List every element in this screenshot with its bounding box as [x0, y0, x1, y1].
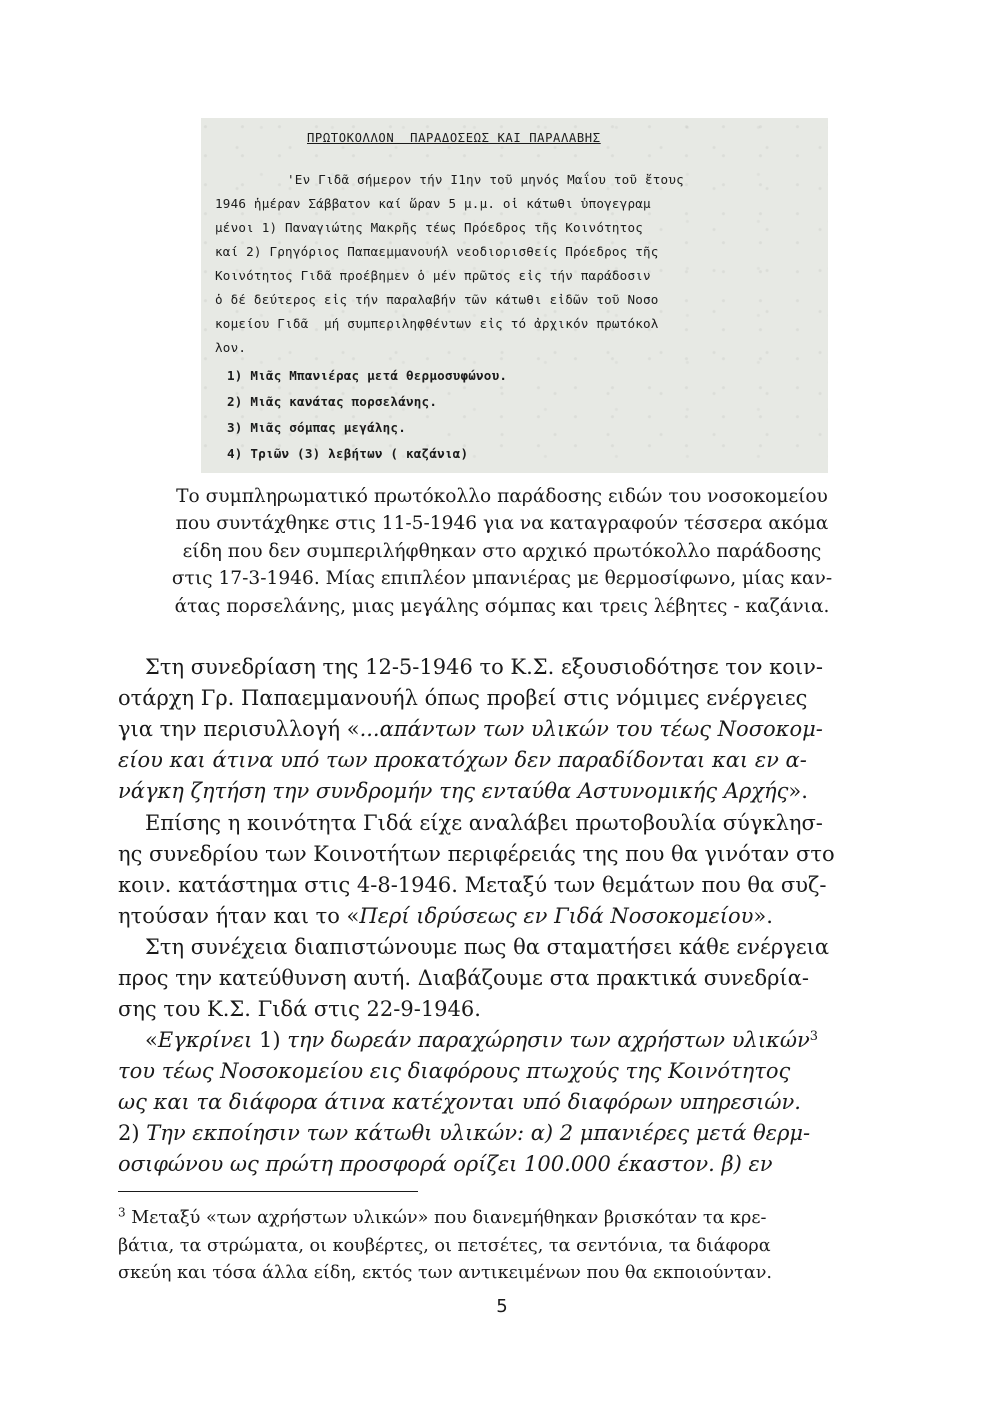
- body-line: κοιν. κατάστημα στις 4-8-1946. Μεταξύ των θεμάτων που θα συζ-: [118, 873, 827, 897]
- footnote-mark: 3: [118, 1205, 126, 1220]
- body-line: Στη συνεδρίαση της 12-5-1946 το Κ.Σ. εξουσιοδότησε τον κοιν-: [145, 655, 823, 679]
- body-line: είου και άτινα υπό των προκατόχων δεν παραδίδονται και εν α-: [118, 748, 807, 772]
- protocol-item: 4) Τριῶν (3) λεβήτων ( καζάνια): [227, 446, 469, 461]
- protocol-item: 1) Μιᾶς Μπανιέρας μετά θερμοσυφώνου.: [227, 368, 508, 383]
- protocol-line: 'Εν Γιδᾶ σήμερον τήν Ι1ην τοῦ μηνός Μαΐου τοῦ ἔτους: [287, 172, 684, 187]
- protocol-line: 1946 ἡμέραν Σάββατον καί ὥραν 5 μ.μ. οἱ κάτωθι ὑπογεγραμ: [215, 196, 651, 211]
- body-line: προς την κατεύθυνση αυτή. Διαβάζουμε στα πρακτικά συνεδρία-: [118, 966, 809, 990]
- protocol-line: Κοινότητος Γιδᾶ προέβημεν ὁ μέν πρῶτος εἰς τήν παράδοσιν: [215, 268, 651, 283]
- footnote-line: βάτια, τα στρώματα, οι κουβέρτες, οι πετσέτες, τα σεντόνια, τα διάφορα: [118, 1236, 771, 1256]
- body-line: για την περισυλλογή «...απάντων των υλικών του τέως Νοσοκομ-: [118, 717, 823, 741]
- body-line: οσιφώνου ως πρώτη προσφορά ορίζει 100.000 έκαστον. β) εν: [118, 1152, 773, 1176]
- body-line: σης του Κ.Σ. Γιδά στις 22-9-1946.: [118, 997, 481, 1021]
- body-line: ης συνεδρίου των Κοινοτήτων περιφέρειάς της που θα γινόταν στο: [118, 842, 835, 866]
- caption-line: άτας πορσελάνης, μιας μεγάλης σόμπας και τρεις λέβητες - καζάνια.: [174, 596, 830, 617]
- footnote-line: σκεύη και τόσα άλλα είδη, εκτός των αντικειμένων που θα εκποιούνταν.: [118, 1263, 773, 1283]
- body-line: Επίσης η κοινότητα Γιδά είχε αναλάβει πρωτοβουλία σύγκλησ-: [145, 811, 823, 835]
- protocol-line: ὁ δέ δεύτερος εἰς τήν παραλαβήν τῶν κάτωθι εἰδῶν τοῦ Νοσο: [215, 292, 659, 307]
- protocol-line: καί 2) Γρηγόριος Παπαεμμανουήλ νεοδιορισθείς Πρόεδρος τῆς: [215, 244, 659, 259]
- body-line: «Εγκρίνει 1) την δωρεάν παραχώρησιν των αχρήστων υλικών$^3$: [145, 1028, 818, 1052]
- body-line: ητούσαν ήταν και το «Περί ιδρύσεως εν Γιδά Νοσοκομείου».: [118, 904, 773, 928]
- caption-line: είδη που δεν συμπεριλήφθηκαν στο αρχικό πρωτόκολλο παράδοσης: [182, 541, 822, 562]
- protocol-item: 3) Μιᾶς σόμπας μεγάλης.: [227, 420, 406, 435]
- scanned-protocol-image: [201, 118, 828, 473]
- body-line: Στη συνέχεια διαπιστώνουμε πως θα σταματήσει κάθε ενέργεια: [145, 935, 830, 959]
- protocol-item: 2) Μιᾶς κανάτας πορσελάνης.: [227, 394, 438, 409]
- footnote-separator: [118, 1191, 418, 1192]
- footnote-reference: 3: [809, 1028, 818, 1044]
- body-line: 2) Την εκποίησιν των κάτωθι υλικών: α) 2 μπανιέρες μετά θερμ-: [118, 1121, 811, 1145]
- body-line: του τέως Νοσοκομείου εις διαφόρους πτωχούς της Κοινότητος: [118, 1059, 791, 1083]
- caption-line: στις 17-3-1946. Μίας επιπλέον μπανιέρας με θερμοσίφωνο, μίας καν-: [171, 568, 833, 589]
- body-line: νάγκη ζητήση την συνδρομήν της ενταύθα Αστυνομικής Αρχής».: [118, 779, 808, 803]
- body-line: οτάρχη Γρ. Παπαεμμανουήλ όπως προβεί στις νόμιμες ενέργειες: [118, 686, 808, 710]
- protocol-title: ΠΡΩΤΟΚΟΛΛΟΝ ΠΑΡΑΔΟΣΕΩΣ ΚΑΙ ΠΑΡΑΛΑΒΗΣ: [307, 131, 601, 145]
- protocol-line: κομείου Γιδᾶ μή συμπεριληφθέντων εἰς τό ἀρχικόν πρωτόκολ: [215, 316, 659, 331]
- body-line: ως και τα διάφορα άτινα κατέχονται υπό διαφόρων υπηρεσιών.: [118, 1090, 801, 1114]
- page-number: 5: [496, 1296, 508, 1317]
- protocol-line: μένοι 1) Παναγιώτης Μακρῆς τέως Πρόεδρος τῆς Κοινότητος: [215, 220, 644, 235]
- caption-line: που συντάχθηκε στις 11-5-1946 για να καταγραφούν τέσσερα ακόμα: [175, 513, 829, 534]
- protocol-line: λον.: [215, 340, 247, 355]
- caption-line: Το συμπληρωματικό πρωτόκολλο παράδοσης ειδών του νοσοκομείου: [176, 486, 828, 507]
- footnote-line: $^3$ Μεταξύ «των αχρήστων υλικών» που διανεμήθηκαν βρισκόταν τα κρε-: [118, 1205, 767, 1228]
